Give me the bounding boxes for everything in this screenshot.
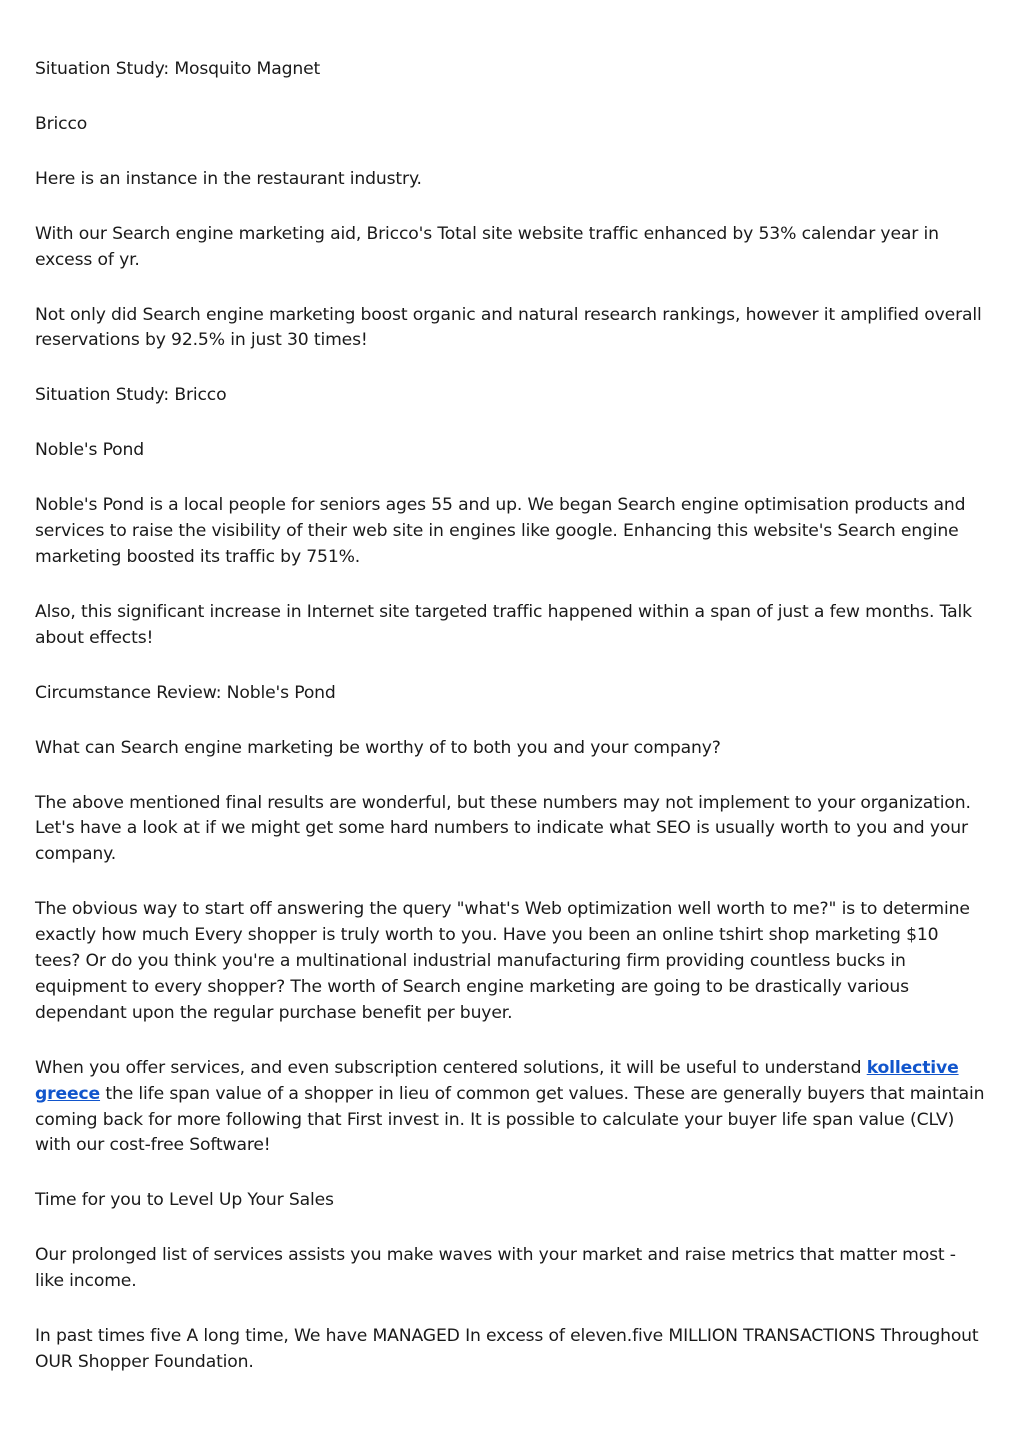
paragraph-bricco-traffic: With our Search engine marketing aid, Bricco's Total site website traffic enhanced by 53% calendar year in excess of yr. — [35, 223, 939, 270]
paragraph-case-study-mosquito-magnet: Situation Study: Mosquito Magnet — [35, 59, 321, 79]
paragraph-level-up-sales: Time for you to Level Up Your Sales — [35, 1190, 334, 1211]
document-body — [35, 57, 985, 1405]
paragraph-seo-worth-question: What can Search engine marketing be worthy of to both you and your company? — [35, 737, 721, 758]
paragraph-restaurant-intro: Here is an instance in the restaurant industry. — [35, 168, 422, 189]
kollective-greece-link[interactable]: kollective greece — [35, 1057, 959, 1104]
paragraph-lifetime-value — [35, 1056, 985, 1160]
paragraph-hard-numbers: The above mentioned final results are wonderful, but these numbers may not implement to your organization. Let's have a look at if we might get some hard numbers to indicate what SEO is usually worth to you and your company. — [35, 792, 971, 865]
paragraph-bricco-reservations: Not only did Search engine marketing boost organic and natural research rankings, however it amplified overall reservations by 92.5% in just 30 times! — [35, 304, 982, 351]
lifetime-value-text-after: the life span value of a shopper in lieu of common get values. These are generally buyers that maintain coming back for more following that First invest in. It is possible to calculate your buyer life span value (CLV) with our cost-free Software! — [35, 1083, 985, 1156]
paragraph-transactions: In past times five A long time, We have MANAGED In excess of eleven.five MILLION TRANSACTIONS Throughout OUR Shopper Foundation. — [35, 1326, 979, 1372]
paragraph-services-list: Our prolonged list of services assists you make waves with your market and raise metrics that matter most - like income. — [35, 1245, 956, 1292]
paragraph-shopper-worth: The obvious way to start off answering the query "what's Web optimization well worth to me?" is to determine exactly how much Every shopper is truly worth to you. Have you been an online tshirt shop marketing $10 tees? Or do you think you're a multinational industrial manufacturing firm providing countless bucks in equipment to every shopper? The worth of Search engine marketing are going to be drastically various dependant upon the regular purchase benefit per buyer. — [35, 899, 970, 1023]
paragraph-nobles-pond-heading: Noble's Pond — [35, 440, 145, 461]
lifetime-value-text-before: When you offer services, and even subscription centered solutions, it will be useful to understand — [35, 1057, 867, 1078]
paragraph-nobles-pond-results: Also, this significant increase in Internet site targeted traffic happened within a span of just a few months. Talk about effects! — [35, 601, 972, 648]
paragraph-case-study-bricco: Situation Study: Bricco — [35, 385, 227, 406]
paragraph-case-review-nobles-pond: Circumstance Review: Noble's Pond — [35, 682, 336, 703]
paragraph-nobles-pond-description: Noble's Pond is a local people for seniors ages 55 and up. We began Search engine optimisation products and services to raise the visibility of their web site in engines like google. Enhancing this website's Search engine marketing boosted its traffic by 751%. — [35, 495, 966, 567]
paragraph-bricco-heading: Bricco — [35, 113, 88, 134]
